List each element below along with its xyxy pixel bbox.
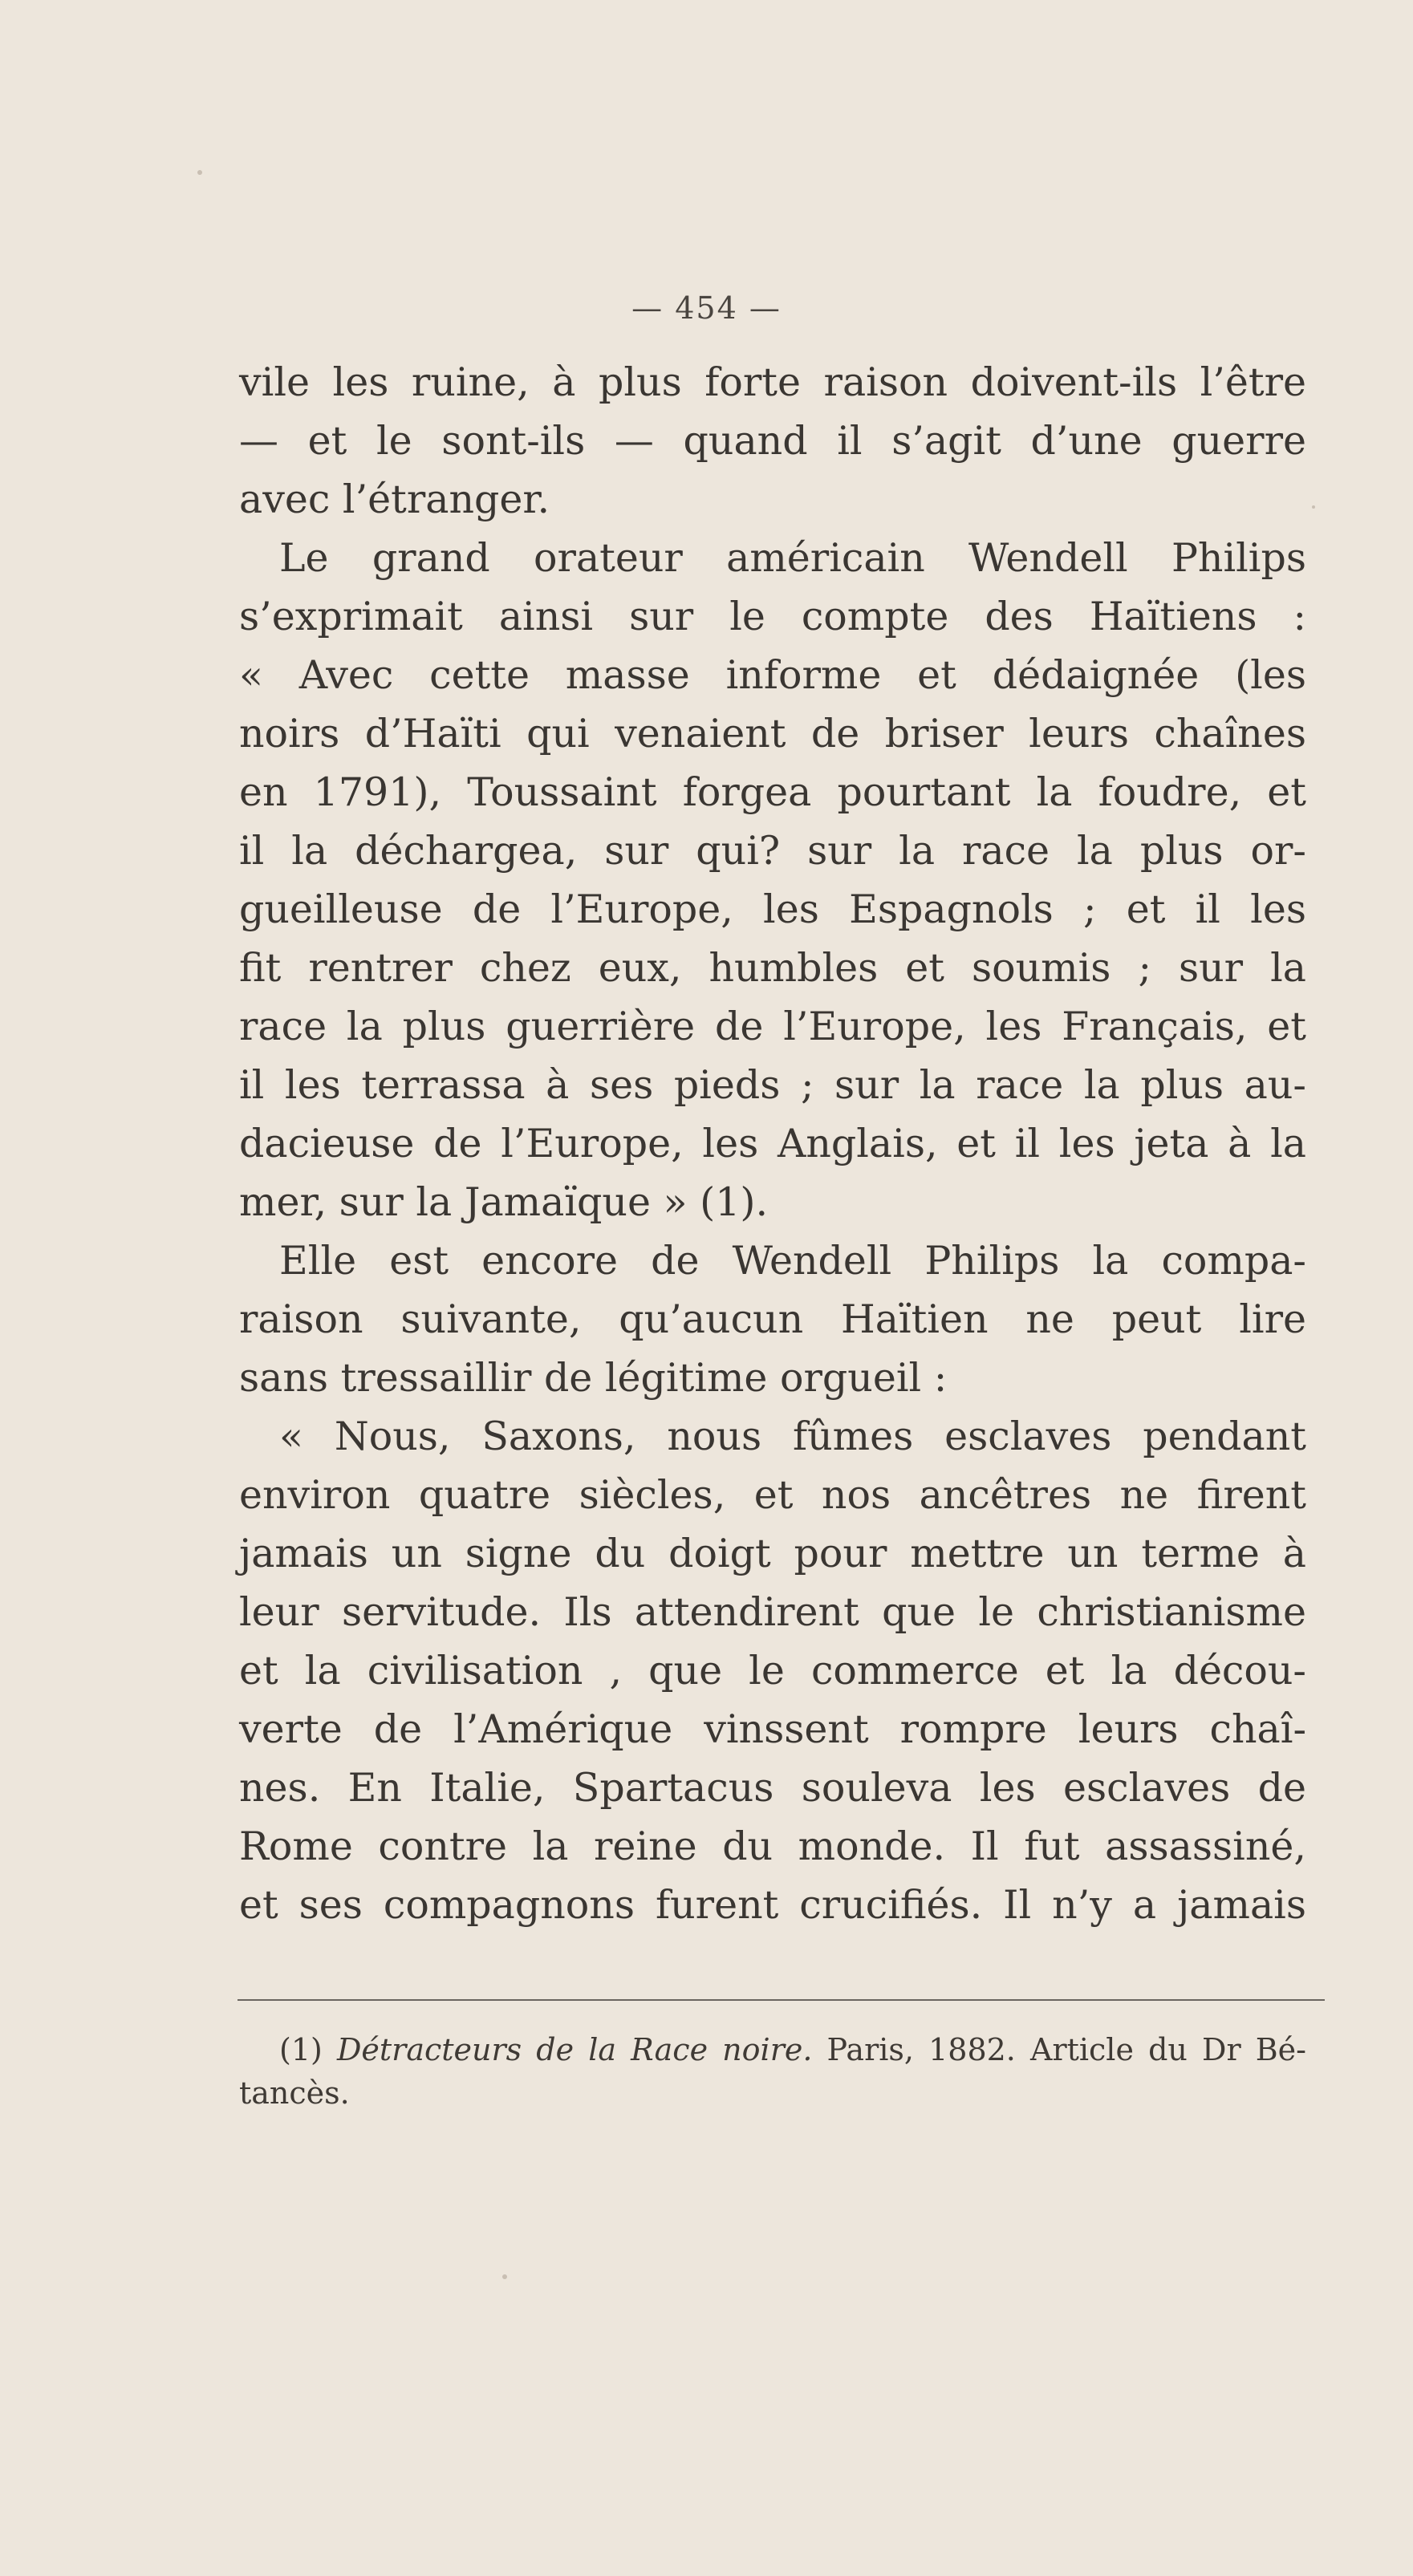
text-line: leur servitude. Ils attendirent que le christianisme	[239, 1589, 1306, 1635]
text-line: noirs d’Haïti qui venaient de briser leurs chaînes	[239, 711, 1306, 757]
body-text	[239, 353, 1306, 1934]
page-number: — 454 —	[631, 290, 782, 326]
text-line: et ses compagnons furent crucifiés. Il n’y a jamais	[239, 1882, 1306, 1928]
footnote-text: Paris, 1882. Article du Dr Bé-	[812, 2032, 1306, 2067]
text-line: « Nous, Saxons, nous fûmes esclaves pendant	[279, 1414, 1306, 1459]
text-line: il la déchargea, sur qui? sur la race la plus or-	[239, 828, 1306, 874]
text-line: Le grand orateur américain Wendell Philips	[279, 535, 1306, 581]
text-line: jamais un signe du doigt pour mettre un terme à	[239, 1531, 1306, 1576]
text-line: vile les ruine, à plus forte raison doivent-ils l’être	[239, 359, 1306, 405]
text-line: il les terrassa à ses pieds ; sur la race la plus au-	[239, 1062, 1306, 1108]
footnote-line: tancès.	[239, 2075, 350, 2111]
text-line: — et le sont-ils — quand il s’agit d’une guerre	[239, 418, 1306, 464]
text-line: fit rentrer chez eux, humbles et soumis ; sur la	[239, 945, 1306, 991]
text-line: Elle est encore de Wendell Philips la compa-	[279, 1238, 1306, 1284]
text-line: Rome contre la reine du monde. Il fut assassiné,	[239, 1823, 1306, 1869]
footnote-title: Détracteurs de la Race noire.	[336, 2032, 813, 2067]
text-line: dacieuse de l’Europe, les Anglais, et il les jeta à la	[239, 1121, 1306, 1166]
text-line: et la civilisation , que le commerce et la décou-	[239, 1648, 1306, 1694]
paper-speck	[1312, 505, 1315, 509]
text-line: race la plus guerrière de l’Europe, les Français, et	[239, 1004, 1306, 1049]
text-line: en 1791), Toussaint forgea pourtant la foudre, et	[239, 769, 1306, 815]
paper-speck	[502, 2274, 507, 2279]
footnote	[239, 2028, 1306, 2115]
footnote-marker: (1)	[279, 2032, 323, 2067]
footnote-divider	[238, 1999, 1325, 2001]
text-line: mer, sur la Jamaïque » (1).	[239, 1179, 769, 1225]
paper-speck	[197, 170, 202, 175]
text-line: environ quatre siècles, et nos ancêtres ne firent	[239, 1472, 1306, 1518]
text-line: « Avec cette masse informe et dédaignée (les	[239, 652, 1306, 698]
text-line: raison suivante, qu’aucun Haïtien ne peut lire	[239, 1296, 1306, 1342]
text-line: sans tressaillir de légitime orgueil :	[239, 1355, 948, 1401]
footnote-line	[239, 2028, 1306, 2071]
text-line: avec l’étranger.	[239, 477, 550, 522]
text-line: nes. En Italie, Spartacus souleva les esclaves de	[239, 1765, 1306, 1811]
text-line: gueilleuse de l’Europe, les Espagnols ; et il les	[239, 886, 1306, 932]
text-line: s’exprimait ainsi sur le compte des Haïtiens :	[239, 594, 1306, 639]
text-line: verte de l’Amérique vinssent rompre leurs chaî-	[239, 1706, 1306, 1752]
